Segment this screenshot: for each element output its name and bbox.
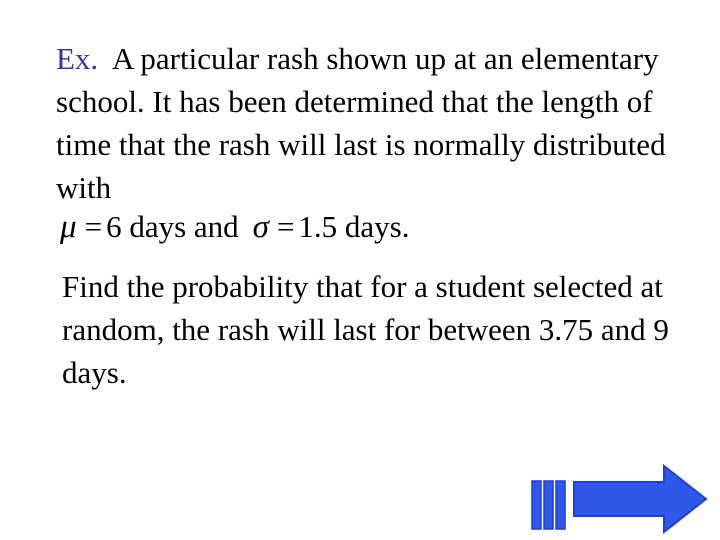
parameters-line [60, 205, 700, 249]
problem-text: A particular rash shown up at an elementary school. It has been determined that the length of time that the rash will last is normally distributed with [56, 41, 666, 205]
problem-statement [56, 37, 696, 209]
mu-value: 6 days and [106, 209, 239, 244]
mu-symbol: μ [60, 209, 77, 245]
end-bars-icon[interactable] [531, 480, 567, 530]
sigma-symbol: σ [252, 209, 269, 245]
question-text: Find the probability that for a student selected at random, the rash will last for between 3.75 and 9 days. [62, 269, 669, 390]
mu-equals: = [84, 209, 103, 244]
sigma-equals: = [276, 209, 295, 244]
example-label: Ex. [56, 41, 99, 76]
sigma-value: 1.5 days. [298, 209, 410, 244]
right-arrow-icon[interactable] [572, 464, 708, 534]
